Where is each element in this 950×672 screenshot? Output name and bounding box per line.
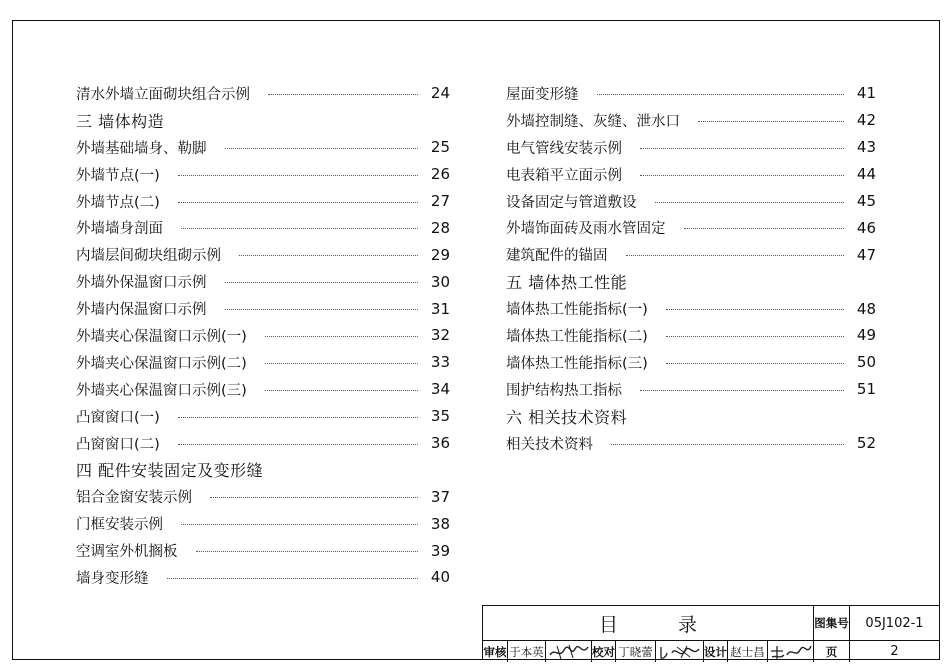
toc-entry-title: 电气管线安装示例 — [506, 140, 622, 157]
toc-entry-title: 围护结构热工指标 — [506, 382, 622, 399]
checker-signature — [655, 641, 703, 662]
toc-section-heading — [506, 268, 876, 295]
toc-entry-page: 34 — [430, 380, 450, 399]
toc-entry — [76, 376, 450, 403]
toc-entry — [506, 295, 876, 322]
toc-entry-page: 25 — [430, 138, 450, 157]
toc-entry-page: 36 — [430, 434, 450, 453]
dot-leader — [167, 578, 419, 579]
toc-entry — [506, 241, 876, 268]
toc-entry-title: 墙体热工性能指标(三) — [506, 355, 648, 372]
toc-entry — [76, 564, 450, 591]
dot-leader — [178, 417, 418, 418]
toc-entry — [76, 188, 450, 215]
toc-entry-title: 屋面变形缝 — [506, 86, 579, 103]
toc-entry-title: 建筑配件的锚固 — [506, 248, 608, 265]
designer-name: 赵士昌 — [727, 641, 767, 662]
toc-entry — [506, 214, 876, 241]
toc-entry-title: 凸窗窗口(二) — [76, 436, 160, 453]
toc-entry-title: 墙体热工性能指标(一) — [506, 302, 648, 319]
toc-entry-page: 41 — [856, 84, 876, 103]
toc-section-heading — [76, 107, 450, 134]
title-block-bottom-row — [483, 640, 939, 662]
section-heading-text: 六 相关技术资料 — [506, 407, 628, 427]
toc-entry-title: 外墙控制缝、灰缝、泄水口 — [506, 113, 680, 130]
toc-entry — [76, 268, 450, 295]
toc-entry-page: 29 — [430, 245, 450, 264]
toc-entry-page: 27 — [430, 192, 450, 210]
toc-entry-page: 26 — [430, 165, 450, 184]
toc-entry — [506, 430, 876, 457]
toc-entry — [76, 214, 450, 241]
toc-entry — [506, 376, 876, 403]
toc-entry-title: 清水外墙立面砌块组合示例 — [76, 86, 250, 103]
toc-entry-page: 38 — [430, 514, 450, 533]
toc-entry-page: 49 — [856, 326, 876, 345]
dot-leader — [178, 202, 418, 203]
reviewer-signature-mark — [547, 643, 591, 661]
dot-leader — [655, 202, 845, 203]
toc-entry-title: 外墙节点(一) — [76, 167, 160, 184]
toc-entry — [76, 510, 450, 537]
toc-entry — [76, 483, 450, 510]
dot-leader — [698, 121, 844, 122]
dot-leader — [181, 524, 418, 525]
toc-left-column — [76, 80, 450, 591]
toc-entry-title: 墙体热工性能指标(二) — [506, 328, 648, 345]
dot-leader — [196, 551, 419, 552]
dot-leader — [265, 390, 418, 391]
section-heading-text: 四 配件安装固定及变形缝 — [76, 461, 264, 481]
dot-leader — [597, 94, 845, 95]
dot-leader — [265, 363, 418, 364]
toc-entry-title: 外墙夹心保温窗口示例(二) — [76, 355, 247, 372]
dot-leader — [611, 444, 844, 445]
toc-entry-title: 外墙内保温窗口示例 — [76, 302, 207, 319]
check-label: 校对 — [591, 641, 615, 662]
toc-entry-page: 35 — [430, 407, 450, 426]
dot-leader — [265, 336, 418, 337]
toc-entry-title: 外墙外保温窗口示例 — [76, 275, 207, 292]
toc-entry-title: 外墙基础墙身、勒脚 — [76, 140, 207, 157]
toc-entry-title: 设备固定与管道敷设 — [506, 194, 637, 211]
reviewer-signature — [545, 641, 591, 662]
sheet-title: 目录 — [598, 613, 757, 636]
reviewer-name: 于本英 — [507, 641, 545, 662]
review-label: 审核 — [483, 644, 507, 659]
toc-entry — [506, 188, 876, 215]
dot-leader — [178, 444, 418, 445]
toc-entry-title: 外墙节点(二) — [76, 194, 160, 211]
toc-entry-title: 内墙层间砌块组砌示例 — [76, 248, 221, 265]
toc-entry — [506, 107, 876, 134]
toc-entry-page: 39 — [430, 541, 450, 560]
toc-entry-title: 空调室外机搁板 — [76, 544, 178, 561]
toc-entry-page: 31 — [430, 299, 450, 318]
toc-entry — [76, 161, 450, 188]
toc-entry-page: 32 — [430, 326, 450, 345]
dot-leader — [666, 336, 844, 337]
toc-entry-page: 51 — [856, 380, 876, 399]
toc-entry-page: 40 — [430, 568, 450, 587]
dot-leader — [626, 255, 845, 256]
toc-entry — [506, 349, 876, 376]
dot-leader — [640, 390, 844, 391]
toc-entry — [506, 322, 876, 349]
toc-entry — [76, 295, 450, 322]
toc-entry-title: 墙身变形缝 — [76, 570, 149, 587]
atlas-number-label: 图集号 — [813, 606, 849, 640]
toc-entry — [76, 322, 450, 349]
dot-leader — [666, 363, 844, 364]
toc-entry — [76, 537, 450, 564]
toc-entry-title: 铝合金窗安装示例 — [76, 490, 192, 507]
toc-entry-title: 相关技术资料 — [506, 436, 593, 453]
dot-leader — [239, 255, 418, 256]
dot-leader — [666, 309, 844, 310]
toc-entry-title: 门框安装示例 — [76, 517, 163, 534]
toc-entry — [76, 349, 450, 376]
toc-entry-title: 外墙饰面砖及雨水管固定 — [506, 221, 666, 238]
toc-right-column — [506, 80, 876, 456]
dot-leader — [225, 282, 419, 283]
dot-leader — [225, 148, 419, 149]
toc-entry-page: 28 — [430, 218, 450, 237]
toc-entry-page: 42 — [856, 111, 876, 130]
toc-entry-page: 24 — [430, 84, 450, 103]
toc-entry-title: 外墙夹心保温窗口示例(三) — [76, 382, 247, 399]
dot-leader — [268, 94, 418, 95]
dot-leader — [684, 228, 845, 229]
page-number: 2 — [849, 641, 939, 662]
designer-signature — [767, 641, 813, 662]
toc-entry — [506, 161, 876, 188]
checker-name: 丁晓蕾 — [615, 641, 655, 662]
title-block-top-row — [483, 606, 939, 640]
dot-leader — [640, 148, 844, 149]
toc-entry — [76, 241, 450, 268]
toc-entry — [506, 80, 876, 107]
title-block — [482, 605, 940, 660]
section-heading-text: 三 墙体构造 — [76, 111, 165, 131]
toc-entry — [76, 430, 450, 457]
dot-leader — [210, 497, 418, 498]
toc-entry — [76, 403, 450, 430]
toc-section-heading — [506, 403, 876, 430]
toc-entry-page: 43 — [856, 138, 876, 157]
toc-entry-title: 外墙墙身剖面 — [76, 221, 163, 238]
toc-section-heading — [76, 456, 450, 483]
toc-entry-page: 45 — [856, 192, 876, 210]
toc-entry — [506, 134, 876, 161]
atlas-number: 05J102-1 — [849, 606, 939, 640]
toc-entry-page: 33 — [430, 353, 450, 372]
toc-entry-page: 46 — [856, 218, 876, 237]
designer-signature-mark — [769, 643, 813, 661]
toc-entry-page: 48 — [856, 299, 876, 318]
toc-entry-page: 47 — [856, 245, 876, 264]
toc-entry-title: 外墙夹心保温窗口示例(一) — [76, 328, 247, 345]
toc-entry — [76, 80, 450, 107]
dot-leader — [225, 309, 419, 310]
toc-entry-title: 电表箱平立面示例 — [506, 167, 622, 184]
toc-entry-title: 凸窗窗口(一) — [76, 409, 160, 426]
toc-entry-page: 37 — [430, 487, 450, 506]
section-heading-text: 五 墙体热工性能 — [506, 273, 628, 293]
checker-signature-mark — [657, 643, 703, 661]
toc-entry-page: 50 — [856, 353, 876, 372]
toc-entry — [76, 134, 450, 161]
dot-leader — [181, 228, 418, 229]
page-label: 页 — [813, 641, 849, 662]
toc-entry-page: 44 — [856, 165, 876, 184]
dot-leader — [640, 175, 844, 176]
toc-entry-page: 30 — [430, 272, 450, 291]
dot-leader — [178, 175, 418, 176]
toc-entry-page: 52 — [856, 434, 876, 453]
design-label: 设计 — [703, 641, 727, 662]
